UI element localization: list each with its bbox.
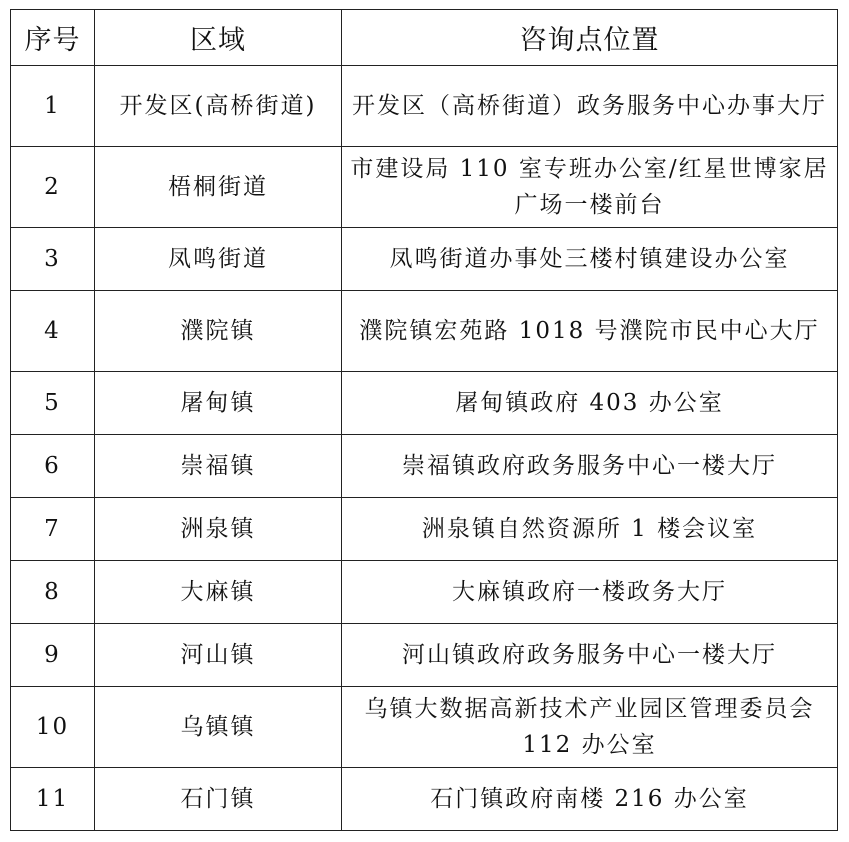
header-area: 区域 [95, 10, 342, 66]
table-row [11, 624, 838, 687]
table-row [11, 498, 838, 561]
row-index: 1 [11, 66, 95, 147]
table-row [11, 291, 838, 372]
row-area: 大麻镇 [95, 561, 342, 624]
table-row [11, 561, 838, 624]
consultation-points-table [10, 9, 838, 831]
row-area: 乌镇镇 [95, 687, 342, 768]
table-row [11, 66, 838, 147]
row-area: 梧桐街道 [95, 147, 342, 228]
row-area: 开发区(高桥街道) [95, 66, 342, 147]
table-row [11, 435, 838, 498]
row-index: 11 [11, 768, 95, 831]
row-location: 凤鸣街道办事处三楼村镇建设办公室 [342, 228, 838, 291]
row-area: 崇福镇 [95, 435, 342, 498]
row-index: 7 [11, 498, 95, 561]
row-area: 屠甸镇 [95, 372, 342, 435]
table-header-row [11, 10, 838, 66]
row-location: 开发区（高桥街道）政务服务中心办事大厅 [342, 66, 838, 147]
table-row [11, 228, 838, 291]
header-index: 序号 [11, 10, 95, 66]
row-index: 5 [11, 372, 95, 435]
row-area: 洲泉镇 [95, 498, 342, 561]
row-area: 濮院镇 [95, 291, 342, 372]
row-index: 3 [11, 228, 95, 291]
table-row [11, 147, 838, 228]
row-location: 洲泉镇自然资源所 1 楼会议室 [342, 498, 838, 561]
header-location: 咨询点位置 [342, 10, 838, 66]
row-location: 崇福镇政府政务服务中心一楼大厅 [342, 435, 838, 498]
row-area: 河山镇 [95, 624, 342, 687]
row-index: 4 [11, 291, 95, 372]
row-location: 河山镇政府政务服务中心一楼大厅 [342, 624, 838, 687]
row-location: 濮院镇宏苑路 1018 号濮院市民中心大厅 [342, 291, 838, 372]
row-location: 市建设局 110 室专班办公室/红星世博家居广场一楼前台 [342, 147, 838, 228]
row-index: 6 [11, 435, 95, 498]
table-row [11, 768, 838, 831]
row-area: 石门镇 [95, 768, 342, 831]
row-index: 10 [11, 687, 95, 768]
row-index: 2 [11, 147, 95, 228]
row-index: 9 [11, 624, 95, 687]
table-row [11, 687, 838, 768]
row-area: 凤鸣街道 [95, 228, 342, 291]
row-location: 石门镇政府南楼 216 办公室 [342, 768, 838, 831]
row-location: 乌镇大数据高新技术产业园区管理委员会 112 办公室 [342, 687, 838, 768]
table-row [11, 372, 838, 435]
row-index: 8 [11, 561, 95, 624]
row-location: 屠甸镇政府 403 办公室 [342, 372, 838, 435]
row-location: 大麻镇政府一楼政务大厅 [342, 561, 838, 624]
